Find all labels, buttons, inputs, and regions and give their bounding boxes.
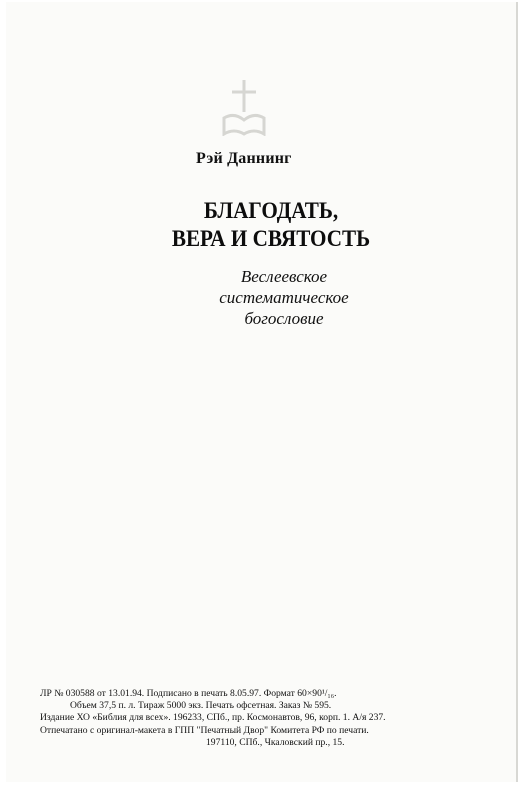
- book-subtitle: [184, 266, 384, 329]
- imprint-line: Отпечатано с оригинал-макета в ГПП "Печатный Двор" Комитета РФ по печати.: [40, 724, 369, 736]
- book-title: [165, 197, 377, 253]
- reverse-side-bleed-through: [6, 2, 516, 782]
- imprint-line: Объем 37,5 п. л. Тираж 5000 экз. Печать офсетная. Заказ № 595.: [70, 700, 332, 712]
- author-name: Рэй Даннинг: [196, 150, 292, 167]
- imprint-block: [36, 688, 496, 749]
- title-line: БЛАГОДАТЬ,: [203, 198, 339, 223]
- subtitle-line: Веслеевское: [240, 267, 328, 286]
- title-line: ВЕРА И СВЯТОСТЬ: [171, 226, 371, 251]
- imprint-line: 197110, СПб., Чкаловский пр., 15.: [206, 736, 345, 748]
- imprint-line: Издание ХО «Библия для всех». 196233, СПб., пр. Космонавтов, 96, корп. 1. А/я 237.: [40, 712, 386, 724]
- imprint-line: ЛР № 030588 от 13.01.94. Подписано в печать 8.05.97. Формат 60×90¹/₁₆.: [40, 688, 337, 699]
- publisher-logo-icon: [222, 78, 266, 136]
- subtitle-line: систематическое богословие: [219, 288, 349, 328]
- book-page: [6, 2, 518, 782]
